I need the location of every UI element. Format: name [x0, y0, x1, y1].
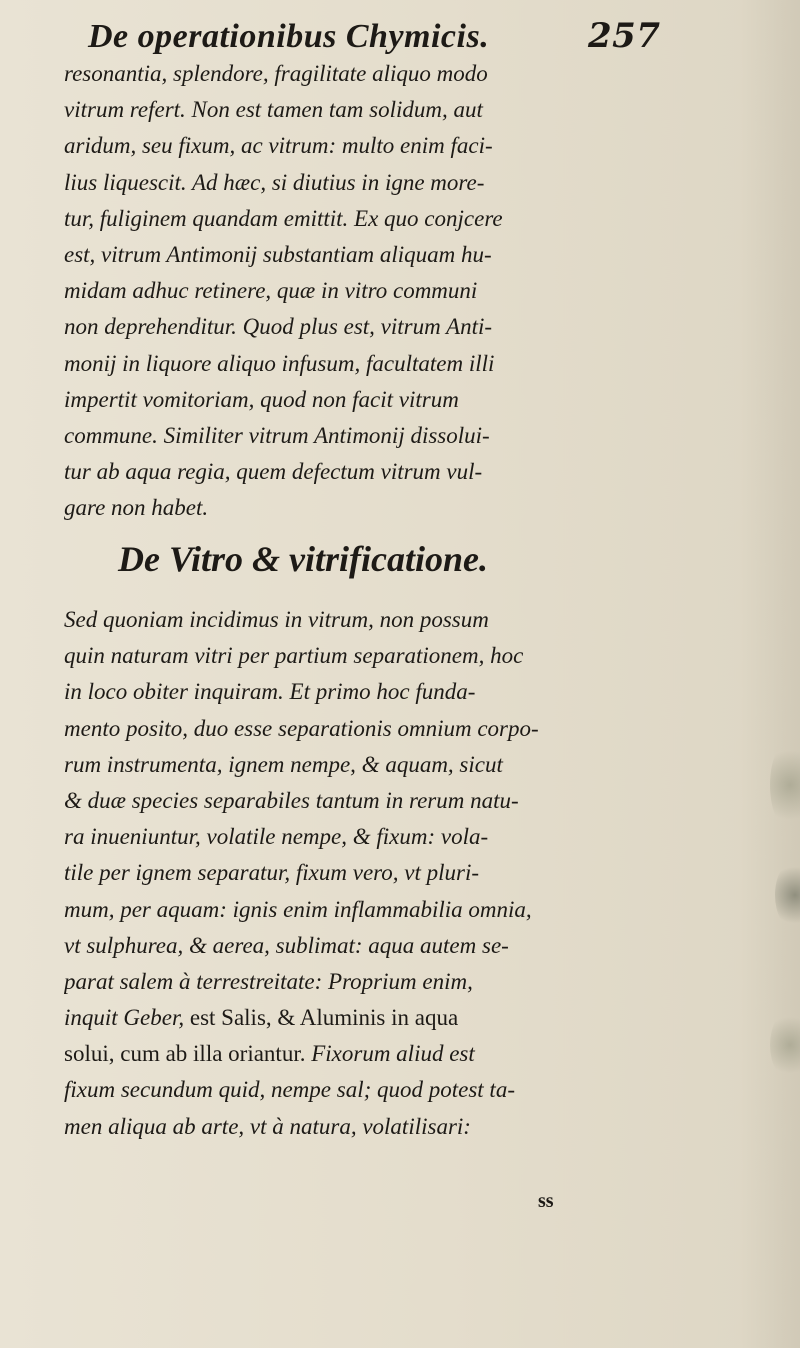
text-line: vt sulphurea, & aerea, sublimat: aqua autem se- [64, 932, 509, 958]
text-line: in loco obiter inquiram. Et primo hoc funda- [64, 679, 476, 705]
text-line: ra inueniuntur, volatile nempe, & fixum: vola- [64, 824, 489, 850]
text-line: men aliqua ab arte, vt à natura, volatilisari: [64, 1113, 471, 1139]
text-line: midam adhuc retinere, quæ in vitro communi [64, 278, 478, 304]
text-line: monij in liquore aliquo infusum, facultatem illi [64, 350, 495, 376]
text-line: parat salem à terrestreitate: Proprium enim, [64, 968, 473, 994]
text-run-roman: est Salis, & Aluminis in aqua [189, 1005, 459, 1031]
text-line: quin naturam vitri per partium separationem, hoc [64, 643, 524, 669]
text-line: resonantia, splendore, fragilitate aliquo modo [64, 61, 488, 86]
text-line: aridum, seu fixum, ac vitrum: multo enim faci- [64, 133, 493, 159]
text-line: fixum secundum quid, nempe sal; quod potest ta- [64, 1077, 515, 1103]
text-line [64, 1000, 634, 1036]
text-line: vitrum refert. Non est tamen tam solidum, aut [64, 97, 483, 123]
text-line: mento posito, duo esse separationis omnium corpo- [64, 715, 539, 741]
text-line: rum instrumenta, ignem nempe, & aquam, sicut [64, 751, 503, 777]
page-edge-shadow [740, 0, 800, 1348]
paragraph-2 [64, 602, 634, 1145]
text-line [64, 1036, 634, 1072]
running-head [88, 16, 661, 56]
text-line: & duæ species separabiles tantum in rerum natu- [64, 787, 519, 813]
text-line: tur ab aqua regia, quem defectum vitrum vul- [64, 459, 483, 485]
page-number: 257 [588, 16, 661, 56]
paragraph-1 [64, 56, 634, 526]
text-line: Sed quoniam incidimus in vitrum, non possum [64, 607, 489, 632]
text-line: impertit vomitoriam, quod non facit vitrum [64, 386, 459, 412]
text-line: tile per ignem separatur, fixum vero, vt pluri- [64, 860, 479, 886]
text-run-roman: solui, cum ab illa oriantur. [64, 1041, 306, 1067]
text-run-italic: Fixorum aliud est [305, 1041, 475, 1067]
text-line: est, vitrum Antimonij substantiam aliquam hu- [64, 241, 492, 267]
text-line: commune. Similiter vitrum Antimonij dissolui- [64, 422, 490, 448]
text-line: non deprehenditur. Quod plus est, vitrum Anti- [64, 314, 493, 340]
catchword: ss [538, 1190, 554, 1212]
text-line: gare non habet. [64, 495, 209, 521]
text-line: tur, fuliginem quandam emittit. Ex quo conjcere [64, 205, 503, 231]
running-head-title: De operationibus Chymicis. [88, 18, 490, 55]
text-run-italic: inquit Geber, [64, 1005, 190, 1031]
text-line: mum, per aquam: ignis enim inflammabilia omnia, [64, 896, 532, 922]
text-line: lius liquescit. Ad hæc, si diutius in igne more- [64, 169, 485, 195]
section-heading: De Vitro & vitrificatione. [118, 539, 488, 579]
